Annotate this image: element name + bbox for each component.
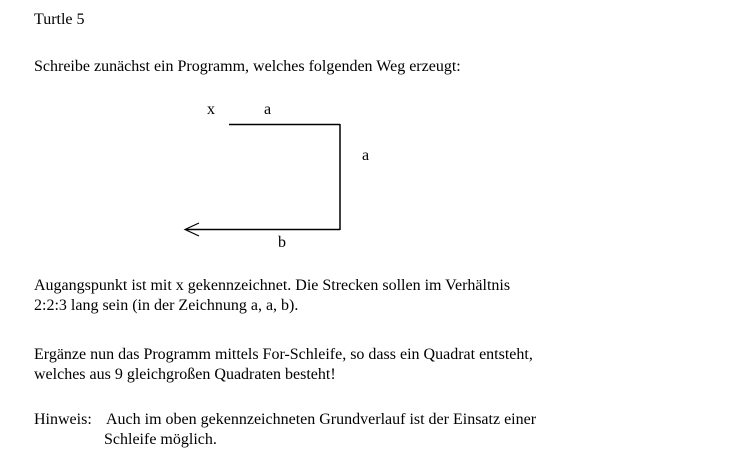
paragraph-line: welches aus 9 gleichgroßen Quadraten besteht! <box>34 366 336 383</box>
segment-right-label: a <box>362 147 370 164</box>
paragraph-start-point <box>34 276 510 316</box>
hint-block <box>34 410 536 450</box>
hint-line: Schleife möglich. <box>104 431 217 448</box>
hint-label: Hinweis: <box>34 411 92 428</box>
paragraph-task <box>34 345 533 385</box>
start-marker-label: x <box>207 101 215 118</box>
segment-top-label: a <box>264 101 272 118</box>
hint-line: Auch im oben gekennzeichneten Grundverlauf ist der Einsatz einer <box>106 411 537 428</box>
intro-text: Schreibe zunächst ein Programm, welches folgenden Weg erzeugt: <box>34 58 461 75</box>
page-title: Turtle 5 <box>34 11 85 28</box>
segment-bottom-label: b <box>278 234 286 251</box>
paragraph-line: Ergänze nun das Programm mittels For-Schleife, so dass ein Quadrat entsteht, <box>34 346 533 363</box>
paragraph-line: 2:2:3 lang sein (in der Zeichnung a, a, b). <box>34 297 299 314</box>
paragraph-line: Augangspunkt ist mit x gekennzeichnet. Die Strecken sollen im Verhältnis <box>34 277 511 294</box>
